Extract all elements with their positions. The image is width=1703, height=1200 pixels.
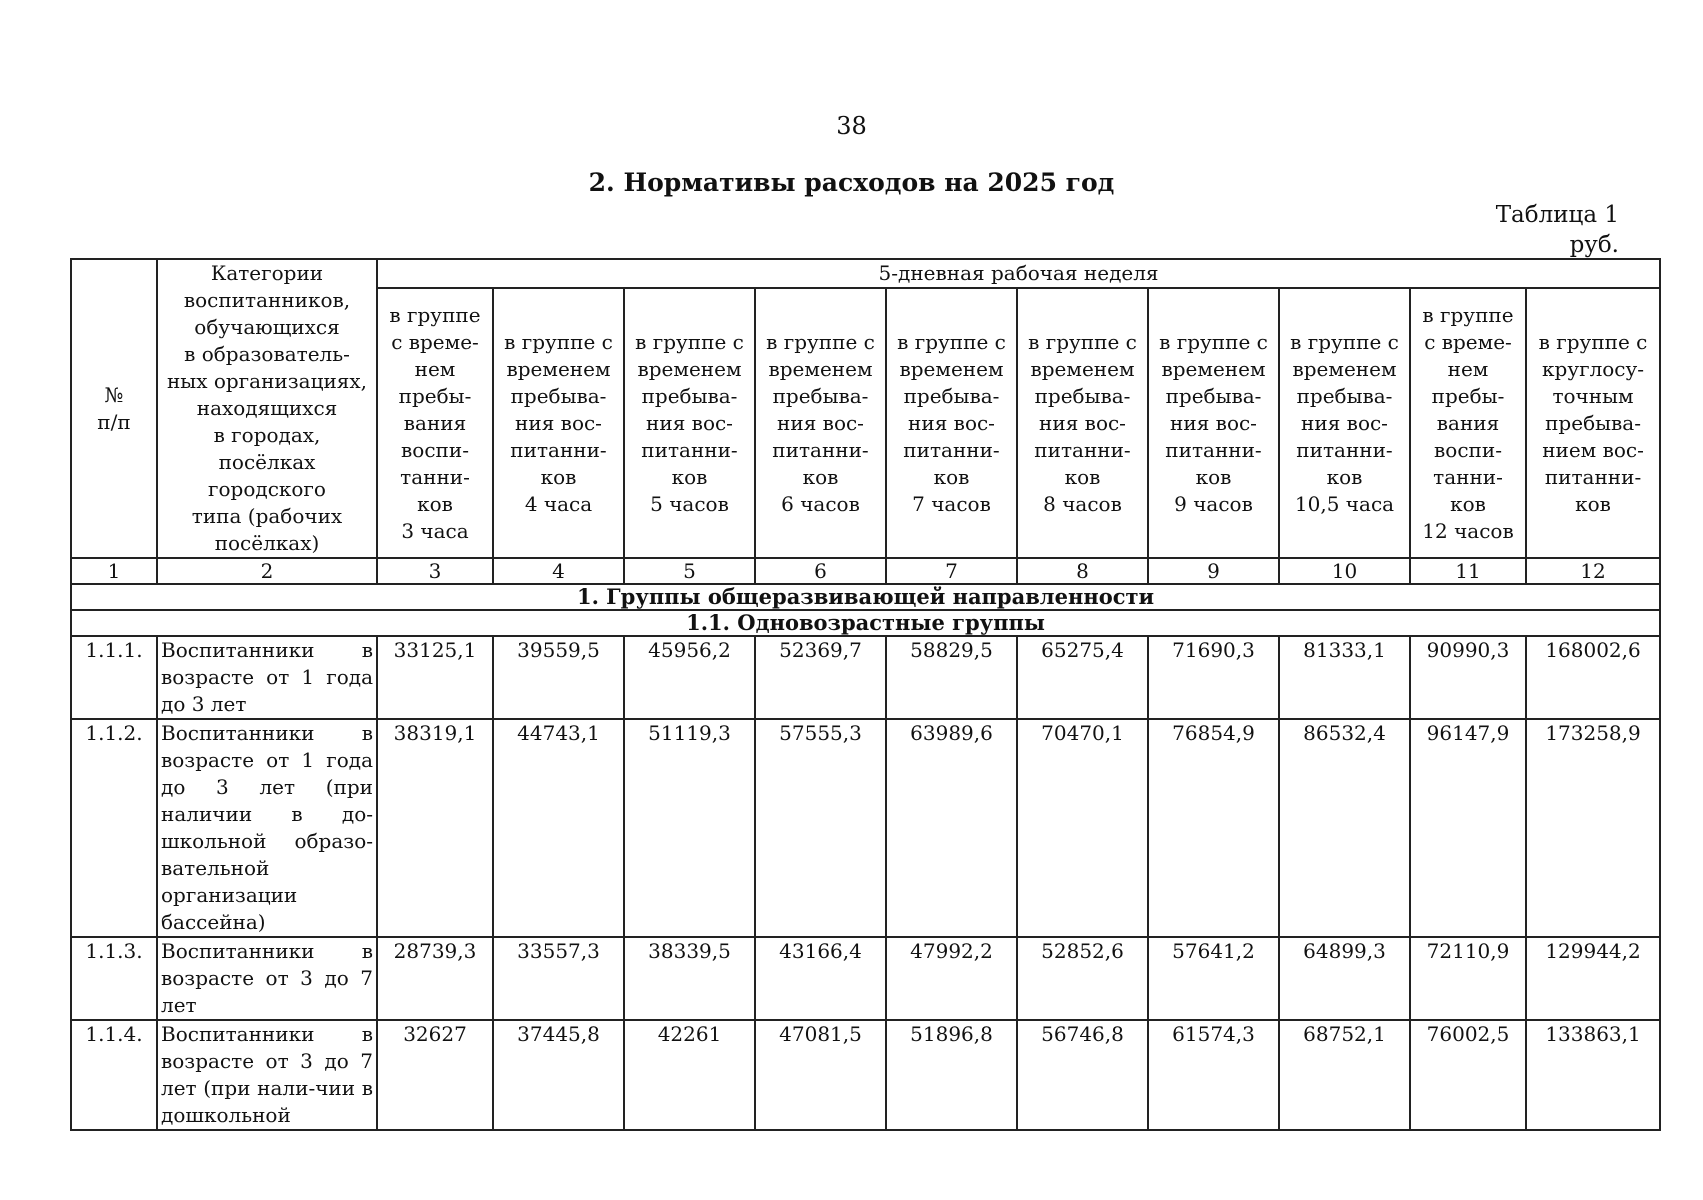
row-value: 58829,5: [886, 636, 1017, 719]
table-row: [71, 1020, 1660, 1130]
column-number: 5: [624, 558, 755, 584]
header-five-day-week: 5-дневная рабочая неделя: [377, 259, 1660, 288]
row-number: 1.1.2.: [71, 719, 157, 937]
header-category: Категории воспитанников, обучающихся в образователь- ных организациях, находящихся в городах, посёлках городского типа (рабочих посёлках): [157, 259, 377, 558]
row-value: 47081,5: [755, 1020, 886, 1130]
row-value: 76002,5: [1410, 1020, 1526, 1130]
header-subcol: в группе с временем пребыва- ния вос- питанни- ков 10,5 часа: [1279, 288, 1410, 558]
table-caption: Таблица 1: [1495, 202, 1619, 228]
row-value: 37445,8: [493, 1020, 624, 1130]
header-subcol: в группе с временем пребыва- ния вос- питанни- ков 6 часов: [755, 288, 886, 558]
row-value: 42261: [624, 1020, 755, 1130]
row-value: 65275,4: [1017, 636, 1148, 719]
row-value: 52852,6: [1017, 937, 1148, 1020]
column-number: 8: [1017, 558, 1148, 584]
row-value: 90990,3: [1410, 636, 1526, 719]
table-unit: руб.: [1569, 232, 1619, 258]
document-title: 2. Нормативы расходов на 2025 год: [588, 168, 1115, 197]
subsection-title: 1.1. Одновозрастные группы: [71, 610, 1660, 636]
row-value: 45956,2: [624, 636, 755, 719]
table-row: [71, 937, 1660, 1020]
row-value: 57555,3: [755, 719, 886, 937]
page-number: 38: [836, 112, 867, 140]
row-value: 71690,3: [1148, 636, 1279, 719]
row-value: 56746,8: [1017, 1020, 1148, 1130]
row-value: 76854,9: [1148, 719, 1279, 937]
row-category: Воспитанники в возрасте от 1 года до 3 лет: [157, 636, 377, 719]
header-subcol: в группе с временем пребыва- ния вос- питанни- ков 7 часов: [886, 288, 1017, 558]
column-number: 9: [1148, 558, 1279, 584]
column-number: 1: [71, 558, 157, 584]
column-number: 6: [755, 558, 886, 584]
row-value: 39559,5: [493, 636, 624, 719]
column-number-row: [71, 558, 1660, 584]
row-value: 52369,7: [755, 636, 886, 719]
row-category: Воспитанники в возрасте от 3 до 7 лет (при нали-чии в дошкольной: [157, 1020, 377, 1130]
row-value: 64899,3: [1279, 937, 1410, 1020]
column-number: 3: [377, 558, 493, 584]
column-number: 10: [1279, 558, 1410, 584]
header-subcol: в группе с временем пребыва- ния вос- питанни- ков 8 часов: [1017, 288, 1148, 558]
row-value: 133863,1: [1526, 1020, 1660, 1130]
row-value: 173258,9: [1526, 719, 1660, 937]
row-value: 33557,3: [493, 937, 624, 1020]
column-number: 7: [886, 558, 1017, 584]
row-value: 57641,2: [1148, 937, 1279, 1020]
row-value: 61574,3: [1148, 1020, 1279, 1130]
subsection-row: [71, 610, 1660, 636]
table-row: [71, 719, 1660, 937]
row-number: 1.1.4.: [71, 1020, 157, 1130]
row-value: 96147,9: [1410, 719, 1526, 937]
row-value: 68752,1: [1279, 1020, 1410, 1130]
row-category: Воспитанники в возрасте от 1 года до 3 лет (при наличии в до-школьной образо-вательной организации бассейна): [157, 719, 377, 937]
row-value: 81333,1: [1279, 636, 1410, 719]
section-row: [71, 584, 1660, 610]
header-subcol: в группе с круглосу- точным пребыва- нием вос- питанни- ков: [1526, 288, 1660, 558]
section-title: 1. Группы общеразвивающей направленности: [71, 584, 1660, 610]
row-value: 72110,9: [1410, 937, 1526, 1020]
header-subcol: в группе с временем пребыва- ния вос- питанни- ков 5 часов: [624, 288, 755, 558]
table-row: [71, 636, 1660, 719]
row-value: 43166,4: [755, 937, 886, 1020]
column-number: 12: [1526, 558, 1660, 584]
row-value: 86532,4: [1279, 719, 1410, 937]
row-number: 1.1.3.: [71, 937, 157, 1020]
row-value: 168002,6: [1526, 636, 1660, 719]
row-value: 32627: [377, 1020, 493, 1130]
header-row-number: № п/п: [71, 259, 157, 558]
column-number: 2: [157, 558, 377, 584]
header-subcol: в группе с временем пребыва- ния вос- питанни- ков 4 часа: [493, 288, 624, 558]
row-value: 47992,2: [886, 937, 1017, 1020]
row-value: 28739,3: [377, 937, 493, 1020]
row-value: 129944,2: [1526, 937, 1660, 1020]
row-value: 33125,1: [377, 636, 493, 719]
column-number: 11: [1410, 558, 1526, 584]
norms-table: [70, 258, 1661, 1131]
row-value: 70470,1: [1017, 719, 1148, 937]
row-value: 63989,6: [886, 719, 1017, 937]
header-subcol: в группе с временем пребыва- ния вос- питанни- ков 9 часов: [1148, 288, 1279, 558]
row-value: 38319,1: [377, 719, 493, 937]
row-value: 51896,8: [886, 1020, 1017, 1130]
row-value: 44743,1: [493, 719, 624, 937]
column-number: 4: [493, 558, 624, 584]
header-subcol: в группе с време- нем пребы- вания воспи- танни- ков 3 часа: [377, 288, 493, 558]
header-subcol: в группе с време- нем пребы- вания воспи- танни- ков 12 часов: [1410, 288, 1526, 558]
row-number: 1.1.1.: [71, 636, 157, 719]
row-value: 51119,3: [624, 719, 755, 937]
row-category: Воспитанники в возрасте от 3 до 7 лет: [157, 937, 377, 1020]
row-value: 38339,5: [624, 937, 755, 1020]
